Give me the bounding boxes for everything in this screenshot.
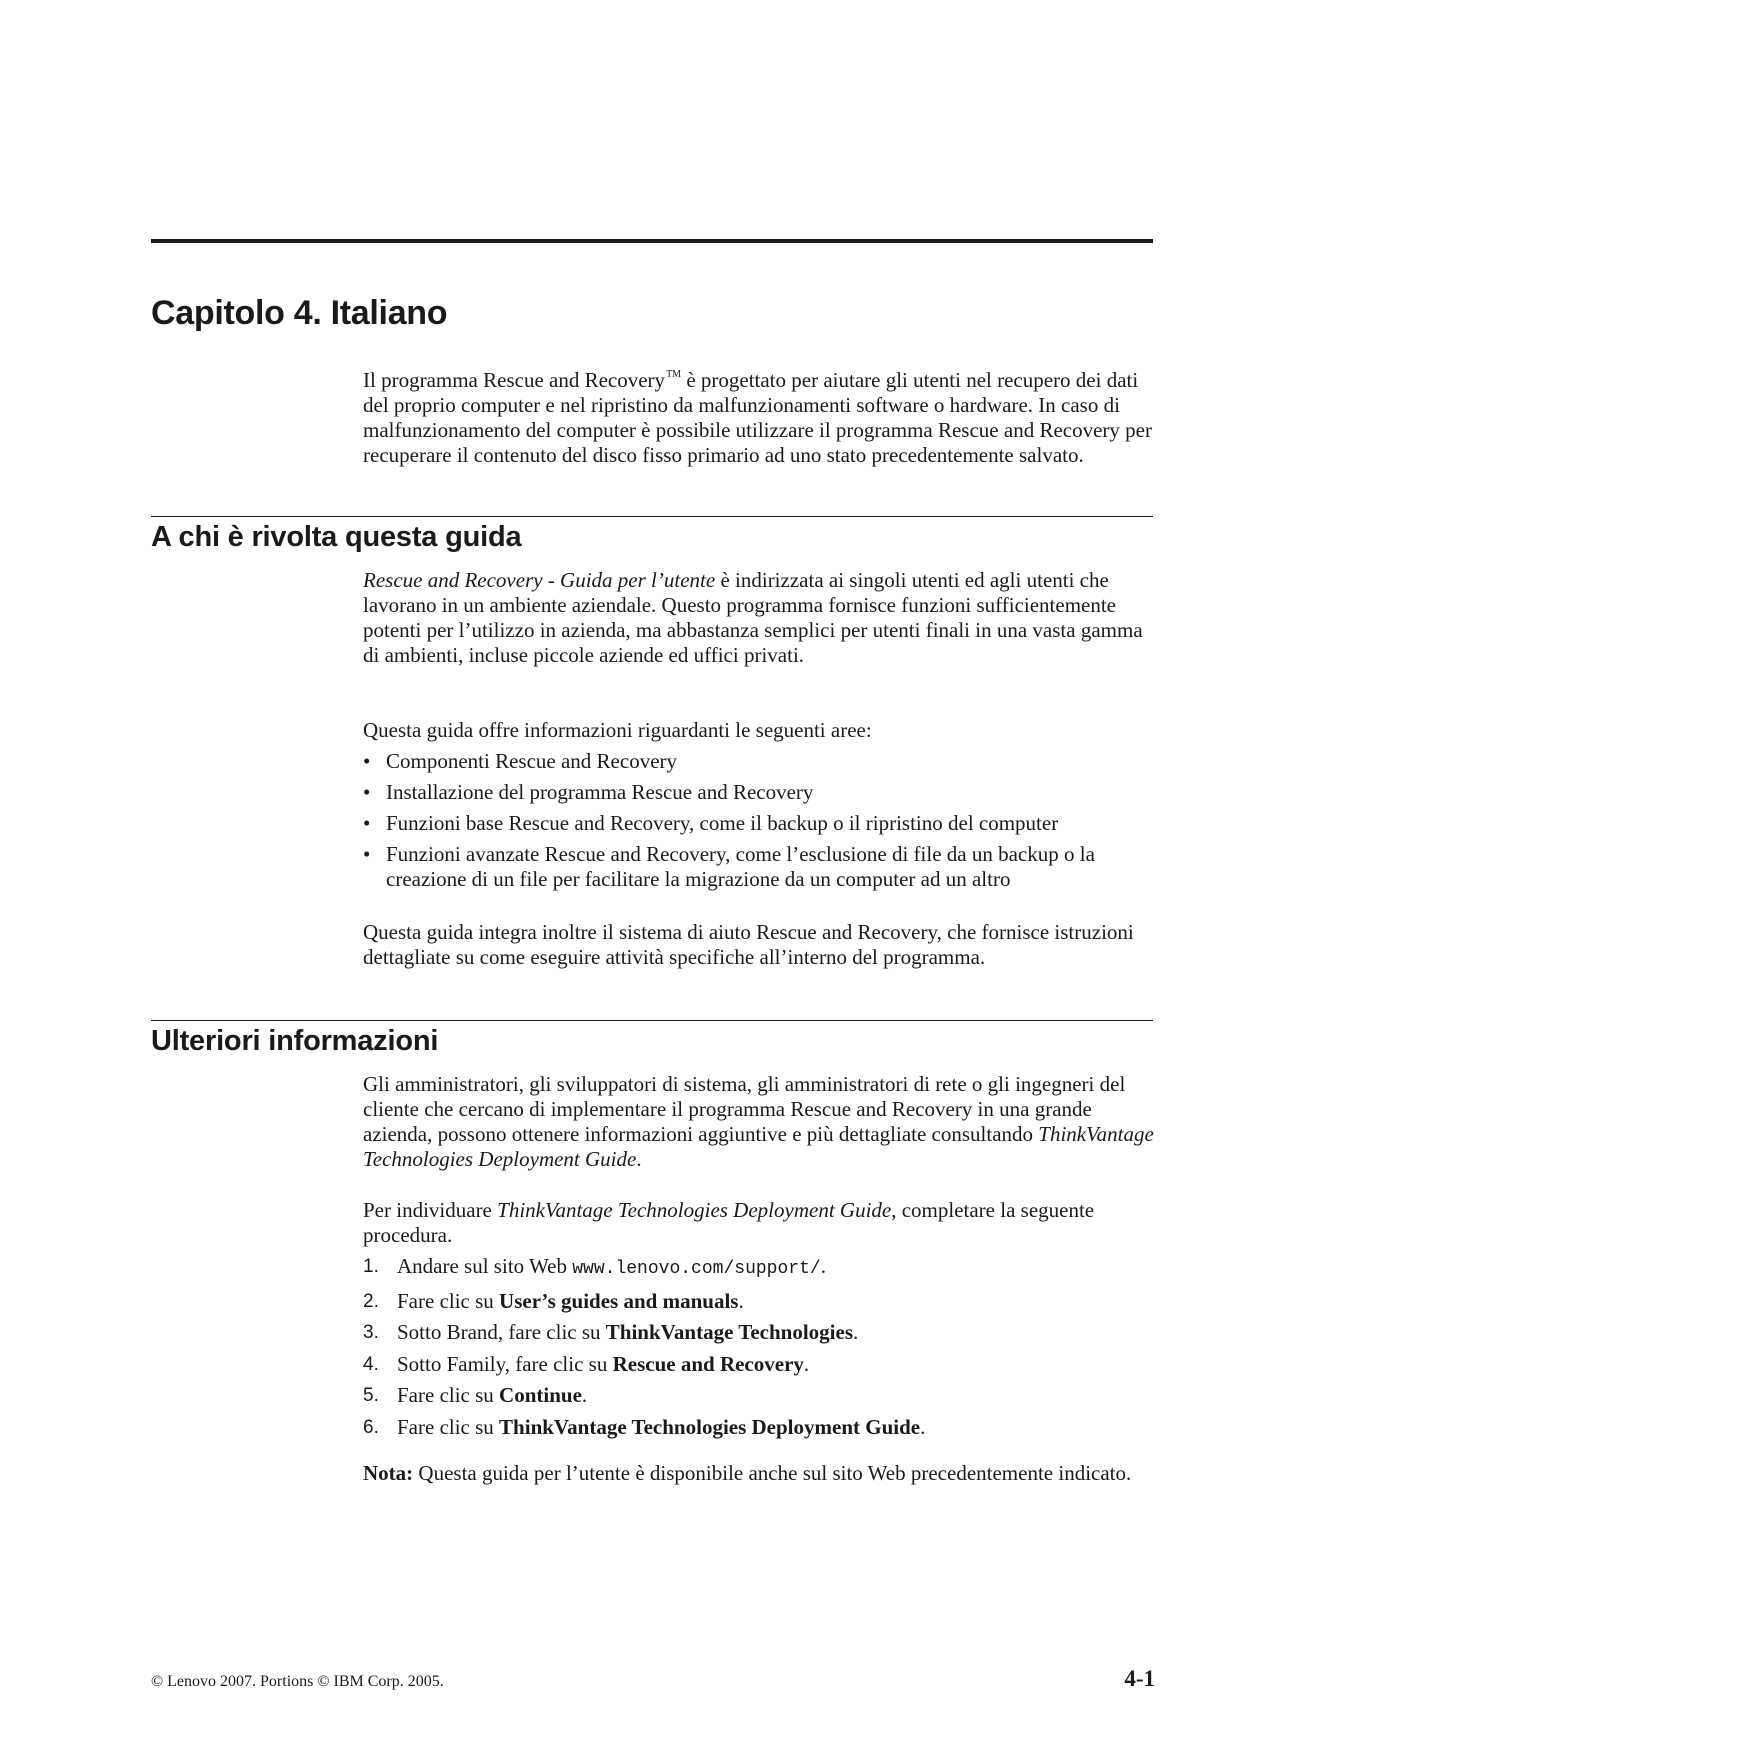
- chapter-title: Capitolo 4. Italiano: [151, 294, 448, 332]
- more-info-paragraph: Gli amministratori, gli sviluppatori di sistema, gli amministratori di rete o gli ingegneri del cliente che cercano di implementare il programma Rescue and Recovery in una grande azienda, possono ottenere informazioni aggiuntive e più dettagliate consultando ThinkVantage Technologies Deployment Guide.: [363, 1072, 1154, 1171]
- note-paragraph: Nota: Questa guida per l’utente è disponibile anche sul sito Web precedentemente indicato.: [363, 1461, 1132, 1485]
- list-item: • Installazione del programma Rescue and Recovery: [363, 780, 1163, 805]
- list-item: • Funzioni avanzate Rescue and Recovery, come l’esclusione di file da un backup o la creazione di un file per facilitare la migrazione da un computer ad un altro: [363, 842, 1163, 892]
- section-rule-2: [151, 1020, 1153, 1021]
- areas-list: [363, 749, 1163, 898]
- procedure-intro: Per individuare ThinkVantage Technologies Deployment Guide, completare la seguente procedura.: [363, 1198, 1095, 1247]
- support-url-link[interactable]: www.lenovo.com/support/: [572, 1259, 821, 1279]
- chapter-top-rule: [151, 239, 1153, 243]
- list-item: • Componenti Rescue and Recovery: [363, 749, 1163, 774]
- section-title-audience: A chi è rivolta questa guida: [151, 521, 522, 553]
- procedure-steps: [363, 1254, 1163, 1446]
- step-item: 3. Sotto Brand, fare clic su ThinkVantage Technologies.: [363, 1320, 859, 1344]
- step-item: 1. Andare sul sito Web www.lenovo.com/support/.: [363, 1254, 826, 1279]
- step-item: 2. Fare clic su User’s guides and manuals.: [363, 1288, 744, 1313]
- list-item: • Funzioni base Rescue and Recovery, come il backup o il ripristino del computer: [363, 811, 1163, 836]
- audience-paragraph: Rescue and Recovery - Guida per l’utente è indirizzata ai singoli utenti ed agli utenti che lavorano in un ambiente aziendale. Questo programma fornisce funzioni sufficientemente potenti per l’utilizzo in azienda, ma abbastanza semplici per utenti finali in una vasta gamma di ambienti, incluse piccole aziende ed uffici privati.: [363, 568, 1143, 667]
- step-item: 4. Sotto Family, fare clic su Rescue and Recovery.: [363, 1351, 810, 1376]
- section-rule-1: [151, 516, 1153, 517]
- help-paragraph: Questa guida integra inoltre il sistema di aiuto Rescue and Recovery, che fornisce istruzioni dettagliate su come eseguire attività specifiche all’interno del programma.: [363, 920, 1134, 969]
- intro-paragraph: Il programma Rescue and Recovery™ è progettato per aiutare gli utenti nel recupero dei dati del proprio computer e nel ripristino da malfunzionamenti software o hardware. In caso di malfunzionamento del computer è possibile utilizzare il programma Rescue and Recovery per recuperare il contenuto del disco fisso primario ad uno stato precedentemente salvato.: [363, 368, 1152, 467]
- trademark-mark: TM: [666, 369, 682, 380]
- step-item: 6. Fare clic su ThinkVantage Technologies Deployment Guide.: [363, 1414, 926, 1439]
- areas-intro: Questa guida offre informazioni riguardanti le seguenti aree:: [363, 718, 872, 742]
- note-label: Nota:: [363, 1461, 414, 1485]
- page-number: 4-1: [1124, 1666, 1155, 1691]
- footer-copyright: © Lenovo 2007. Portions © IBM Corp. 2005.: [151, 1673, 444, 1690]
- step-item: 5. Fare clic su Continue.: [363, 1383, 588, 1407]
- section-title-more-info: Ulteriori informazioni: [151, 1025, 439, 1057]
